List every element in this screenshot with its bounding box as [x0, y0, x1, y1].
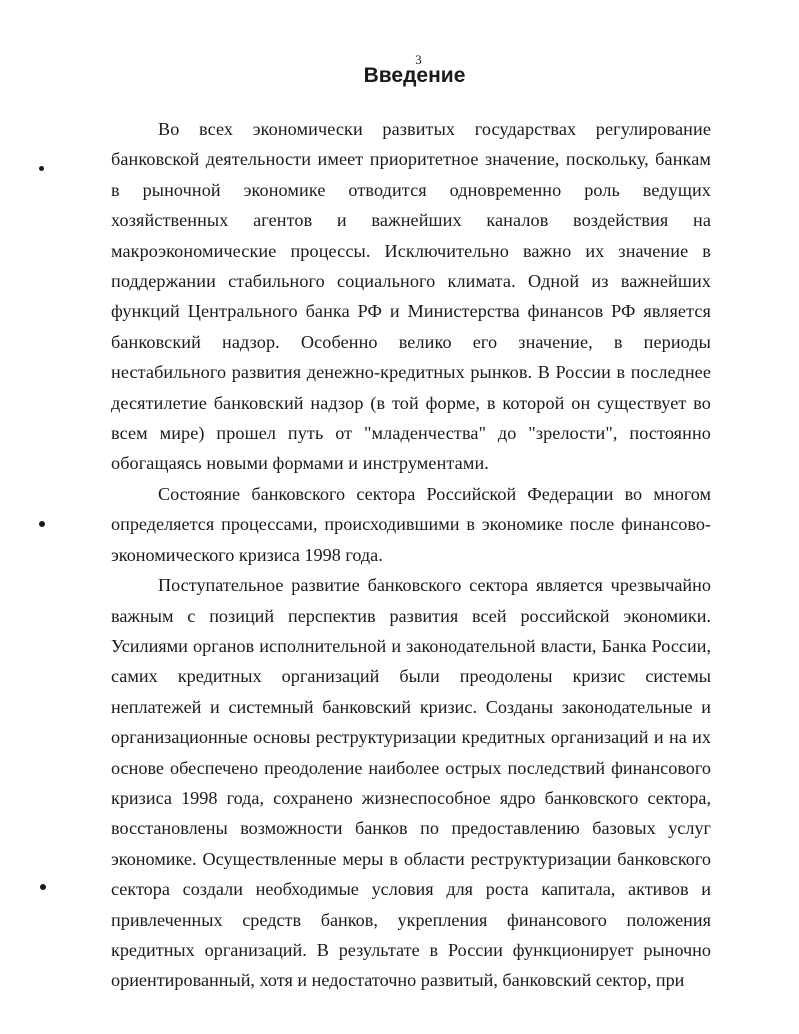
paragraph: Поступательное развитие банковского сектора является чрезвычайно важным с позиций перспектив развития всей российской экономики. Усилиями органов исполнительной и законодательной власти, Банка России, самих кредитных организаций были преодолены кризис системы неплатежей и системный банковский кризис. Созданы законодательные и организационные основы реструктуризации кредитных организаций и на их основе обеспечено преодоление наиболее острых последствий финансового кризиса 1998 года, сохранено жизнеспособное ядро банковского сектора, восстановлены возможности банков по предоставлению базовых услуг экономике. Осуществленные меры в области реструктуризации банковского сектора создали необходимые условия для роста капитала, активов и привлеченных средств банков, укрепления финансового положения кредитных организаций. В результате в России функционирует рыночно ориентированный, хотя и недостаточно развитый, банковский сектор, при [111, 575, 711, 991]
scan-mark-dot [40, 884, 46, 890]
paragraph: Во всех экономически развитых государствах регулирование банковской деятельности имеет приоритетное значение, поскольку, банкам в рыночной экономике отводится одновременно роль ведущих хозяйственных агентов и важнейших каналов воздействия на макроэкономические процессы. Исключительно важно их значение в поддержании стабильного социального климата. Одной из важнейших функций Центрального банка РФ и Министерства финансов РФ является банковский надзор. Особенно велико его значение, в периоды нестабильного развития денежно-кредитных рынков. В России в последнее десятилетие банковский надзор (в той форме, в которой он существует во всем мире) прошел путь от "младенчества" до "зрелости", постоянно обогащаясь новыми формами и инструментами. [111, 119, 711, 474]
document-body [111, 114, 711, 996]
page-title: Введение [363, 64, 466, 87]
scan-mark-dot [39, 166, 44, 171]
scan-mark-dot [39, 521, 45, 527]
page-number: 3 [415, 52, 422, 67]
paragraph: Состояние банковского сектора Российской Федерации во многом определяется процессами, происходившими в экономике после финансово-экономического кризиса 1998 года. [111, 483, 711, 565]
